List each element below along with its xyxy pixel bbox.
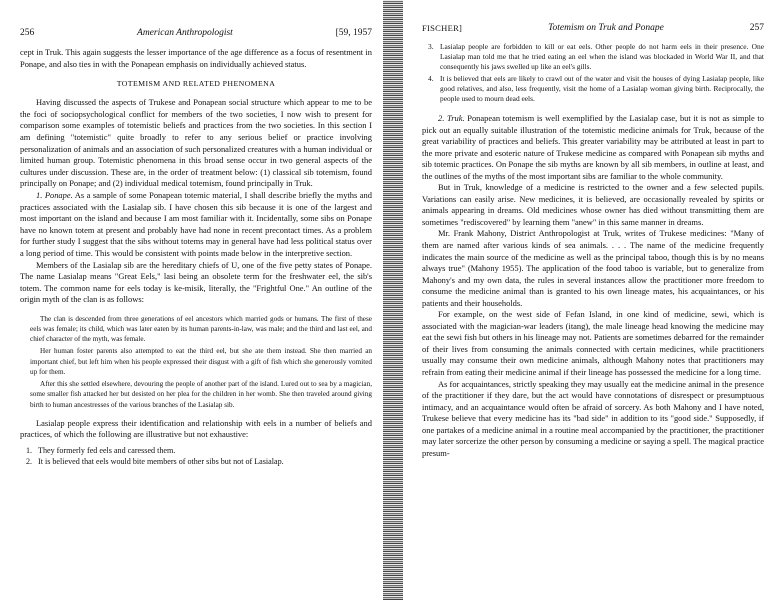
right-running-title: Totemism on Truk and Ponape bbox=[548, 23, 664, 33]
right-page bbox=[402, 0, 776, 600]
knowledge-paragraph: But in Truk, knowledge of a medicine is restricted to the owner and a few selected pupils. Variations can easily arise. New medicines, it is believed, are occasionally revealed by spirits or animals appearing in dreams. Old medicines whose owner has died without transmitting them are sometimes "rediscovered" by learning them "anew" in this same manner in dreams. bbox=[422, 182, 764, 227]
ponape-paragraph bbox=[20, 190, 372, 260]
myth-quote bbox=[20, 314, 372, 410]
left-page-number: 256 bbox=[20, 28, 35, 38]
fefan-paragraph: For example, on the west side of Fefan Island, in one kind of medicine, sewi, which is associated with the magician-war leaders (itang), the male lineage head knowing the medicine may eat the sewi fish but others in his lineage may not. Patients are sometimes debarred for the remainder of their lives from consuming the animals connected with certain medicines, while practitioners usually may consume their own medicine animals, although Mahony notes that practitioners may refrain from eating their medicine animal if their lineage has possessed the medicine for a long time. bbox=[422, 309, 764, 378]
mahony-paragraph: Mr. Frank Mahony, District Anthropologist at Truk, writes of Trukese medicines: "Many of them are named after various kinds of sea animals. . . . The name of the medicine frequently indicates the main source of the medicine as well as the principal taboo, though this is by no means always true" (Mahony 1955). The application of the food taboo is variable, but to generalize from Mahony's and my own data, the rules in several instances allow the practitioner more freedom to consume the medicine animal than is granted to his own lineage mates, his acquaintances, or his patients and their households. bbox=[422, 228, 764, 308]
volume-info: [59, 1957 bbox=[335, 28, 372, 38]
right-list bbox=[422, 42, 764, 104]
author-name: FISCHER] bbox=[422, 23, 463, 33]
left-page bbox=[0, 0, 384, 600]
quote-paragraph-2: Her human foster parents also attempted to eat the third eel, but she ate them instead. She then married an important chief, but left him when his people expressed their disgust with a gift of fish which she generously vomited up for them. bbox=[30, 347, 372, 376]
list-item bbox=[422, 42, 764, 72]
truk-label: 2. Truk. bbox=[438, 113, 465, 123]
acquaintances-paragraph: As for acquaintances, strictly speaking they may usually eat the medicine animal in the presence of the practitioner if they dare, but the act would have connotations of disrespect or presumptuous intimacy, and an acquaintance would often be afraid of sorcery. As both Mahony and I have noted, Trukese believe that every medicine has its "bad side" in addition to its "good side." Supposedly, if one partakes of a medicine animal in a routine meal accompanied by the practitioner, the practitioner may later sorcerize the other person by consuming a medicine or saying a spell. The magical practice presum- bbox=[422, 378, 764, 458]
list-number: 2. bbox=[26, 456, 33, 466]
truk-text: Ponapean totemism is well exemplified by the Lasialap case, but it is not as simple to pick out an equally suitable illustration of the totemistic medicine animals for Truk, because of the great variability of practices and beliefs. This greater variability may be attributed at least in part to the more private and esoteric nature of Trukese medicine as compared with Ponapean sib myths and sib totemic practices. On Ponape the sib myths are known by all sib members, in outline at least, and the outlines of the myths of the most important sibs are familiar to the whole community. bbox=[422, 113, 764, 181]
left-running-head bbox=[20, 28, 372, 38]
list-text: It is believed that eels are likely to crawl out of the water and visit the houses of dying Lasialap people, like good relatives, and also, less frequently, visit the home of a Lasialap woman giving birth. Reciprocally, the people used to mourn dead eels. bbox=[440, 74, 764, 103]
intro-paragraph: Having discussed the aspects of Trukese and Ponapean social structure which appear to me to be the foci of sociopsychological conflict for members of the two societies, I now wish to present for comparison some examples of totemistic beliefs and practices from the two societies. In this section I am defining "totemistic" quite broadly to refer to any serious belief or practice involving personalization of animals and an association of such personalized creatures with a human individual or limited human group. Totemistic phenomena in this broad sense occur in two general aspects of the cultures under discussion. These are, in the order of treatment below: (1) classical sib totemism, found principally on Ponape; and (2) individual medical totemism, found principally in Truk. bbox=[20, 97, 372, 189]
quote-paragraph-1: The clan is descended from three generations of eel ancestors which married gods or humans. The first of these eels was female; its child, which was later eaten by its human parents-in-law, was male; and the third and last eel, and chief character of the myth, was female. bbox=[30, 314, 372, 344]
book-gutter bbox=[383, 0, 403, 600]
relationship-paragraph: Lasialap people express their identification and relationship with eels in a number of beliefs and practices, of which the following are illustrative but not exhaustive: bbox=[20, 417, 372, 440]
members-paragraph: Members of the Lasialap sib are the hereditary chiefs of U, one of the five petty states of Ponape. The name Lasialap means "Great Eels," lasi being an obsolete term for the freshwater eel, the sib's totem. The common name for eels today is ke-misik, literally, the "Frightful One." An outline of the origin myth of the clan is as follows: bbox=[20, 259, 372, 305]
right-running-head bbox=[422, 23, 764, 33]
list-number: 3. bbox=[428, 42, 434, 51]
list-text: It is believed that eels would bite members of other sibs but not of Lasialap. bbox=[38, 456, 284, 466]
quote-paragraph-3: After this she settled elsewhere, devouring the people of another part of the island. Lured out to sea by a magician, some smaller fish attacked her but desisted on her plea for the children in her womb. She then traveled around giving birth to human ancestresses of the various branches of the Lasialap sib. bbox=[30, 380, 372, 409]
list-text: They formerly fed eels and caressed them. bbox=[38, 445, 176, 455]
list-item bbox=[422, 74, 764, 104]
section-heading: TOTEMISM AND RELATED PHENOMENA bbox=[116, 79, 276, 89]
ponape-label: 1. Ponape. bbox=[36, 189, 73, 200]
ponape-text: As a sample of some Ponapean totemic material, I shall describe briefly the myths and practices associated with the Lasialap sib. I have chosen this sib because it is one of the largest and most important on the island and because I am most familiar with it. Incidentally, some sibs on Ponape have no known totem at present and probably have had none in recent precontact times. As a problem for further study I suggest that the sibs without totems may in general have had less political status over a long period of time. This would be consistent with points made below in the interpretive section. bbox=[20, 189, 372, 258]
list-item bbox=[20, 445, 372, 456]
truk-paragraph bbox=[422, 113, 764, 182]
left-running-title: American Anthropologist bbox=[137, 28, 233, 38]
list-text: Lasialap people are forbidden to kill or eat eels. Other people do not harm eels in their presence. One Lasialap man told me that he tried eating an eel when the island was blockaded in World War II, and that consequently his jaws swelled up like an eel's gills. bbox=[440, 42, 764, 71]
opening-paragraph: cept in Truk. This again suggests the lesser importance of the age difference as a focus of resentment in Ponape, and also ties in with the Ponapean emphasis on individually achieved status. bbox=[20, 47, 372, 69]
right-page-number: 257 bbox=[749, 23, 764, 33]
list-number: 1. bbox=[26, 445, 33, 455]
list-item bbox=[20, 456, 372, 467]
list-number: 4. bbox=[428, 74, 434, 83]
left-list bbox=[20, 445, 372, 467]
